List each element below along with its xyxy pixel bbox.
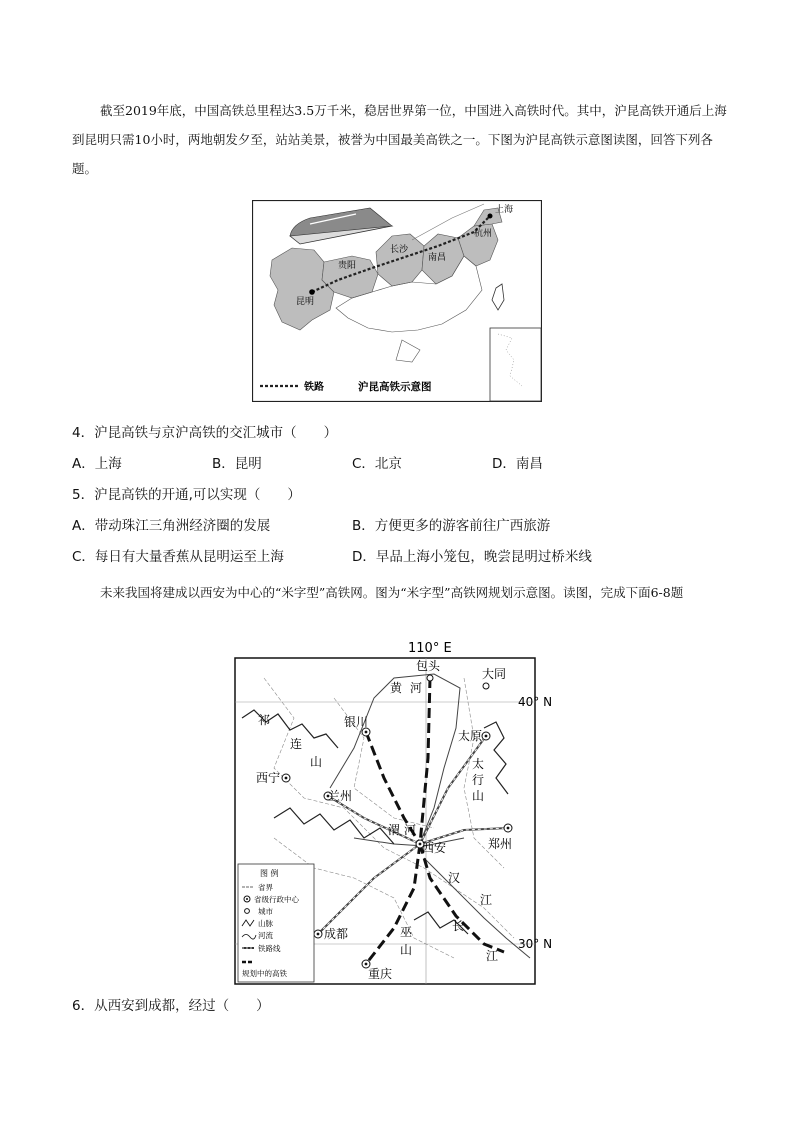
label-jiang2: 江: [486, 949, 499, 963]
city-lanzhou: 兰州: [328, 789, 353, 803]
label-han: 汉: [448, 871, 461, 885]
passage-intro-1: 截至2019年底，中国高铁总里程达3.5万千米，稳居世界第一位，中国进入高铁时代。其中，沪昆高铁开通后上海到昆明只需10小时，两地朝发夕至，站站美景，被誉为中国最美高铁之一。下图为沪昆高铁示意图读图，回答下列各题。: [72, 103, 727, 176]
city-taiyuan: 太原: [458, 729, 483, 743]
legend-capital: 省级行政中心: [254, 895, 299, 904]
city-kunming: 昆明: [296, 297, 315, 307]
city-nanchang: 南昌: [428, 253, 447, 263]
city-yinchuan: 银川: [344, 715, 369, 729]
city-hangzhou: 杭州: [474, 229, 493, 239]
city-xining: 西宁: [256, 771, 281, 785]
label-shan2: 山: [472, 789, 485, 803]
label-jiang: 江: [480, 893, 493, 907]
label-shan: 山: [310, 755, 323, 769]
lat-40-label: 40° N: [518, 695, 553, 709]
label-chang: 长: [452, 919, 465, 933]
q5-option-d[interactable]: D．早品上海小笼包，晚尝昆明过桥米线: [352, 549, 592, 565]
lat-30-label: 30° N: [518, 937, 553, 951]
map1-caption: 沪昆高铁示意图: [358, 381, 432, 393]
city-shanghai: 上海: [495, 205, 514, 215]
legend-river: 河流: [258, 931, 273, 940]
legend-title: 图 例: [260, 869, 279, 878]
city-zhengzhou: 郑州: [488, 837, 513, 851]
legend-city: 城市: [258, 907, 273, 916]
q4-option-c[interactable]: C．北京: [352, 456, 402, 472]
question-4-stem: 4．沪昆高铁与京沪高铁的交汇城市（ ）: [72, 425, 338, 441]
city-chengdu: 成都: [324, 927, 349, 941]
mizi-railway-map: [234, 638, 564, 986]
city-baotou: 包头: [416, 659, 441, 673]
legend-rail-label: 铁路: [304, 382, 324, 393]
label-qi: 祁: [258, 713, 271, 727]
passage-intro-2: 未来我国将建成以西安为中心的“米字型”高铁网。图为“米字型”高铁网规划示意图。读图，完成下面6-8题: [100, 585, 684, 600]
q4-option-d[interactable]: D．南昌: [492, 456, 543, 472]
label-lian: 连: [290, 737, 303, 751]
legend-border: 省界: [258, 883, 273, 892]
question-6-stem: 6．从西安到成都，经过（ ）: [72, 998, 270, 1014]
q5-option-a[interactable]: A．带动珠江三角洲经济圈的发展: [72, 518, 271, 534]
label-wu: 巫: [400, 925, 413, 939]
city-xian: 西安: [422, 841, 447, 855]
label-wu-shan: 山: [400, 943, 413, 957]
label-wei: 渭: [388, 823, 401, 837]
label-wei-he: 河: [404, 823, 417, 837]
legend-rail: 铁路线: [258, 944, 281, 953]
label-hang: 行: [472, 773, 485, 787]
question-5-stem: 5．沪昆高铁的开通,可以实现（ ）: [72, 487, 301, 503]
city-guiyang: 贵阳: [338, 261, 357, 271]
label-tai: 太: [472, 757, 485, 771]
label-huang: 黄: [390, 681, 403, 695]
q4-option-b[interactable]: B．昆明: [212, 456, 262, 472]
lon-110-label: 110° E: [408, 641, 452, 656]
label-he: 河: [410, 681, 423, 695]
q5-option-b[interactable]: B．方便更多的游客前往广西旅游: [352, 518, 551, 534]
q4-option-a[interactable]: A．上海: [72, 456, 122, 472]
hukun-railway-map: [252, 200, 542, 402]
q5-option-c[interactable]: C．每日有大量香蕉从昆明运至上海: [72, 549, 284, 565]
city-changsha: 长沙: [390, 245, 409, 255]
city-chongqing: 重庆: [368, 967, 393, 981]
legend-mountain: 山脉: [258, 919, 273, 928]
city-datong: 大同: [482, 667, 507, 681]
map2-legend: [238, 864, 314, 982]
legend-planned: 规划中的高铁: [242, 969, 287, 978]
